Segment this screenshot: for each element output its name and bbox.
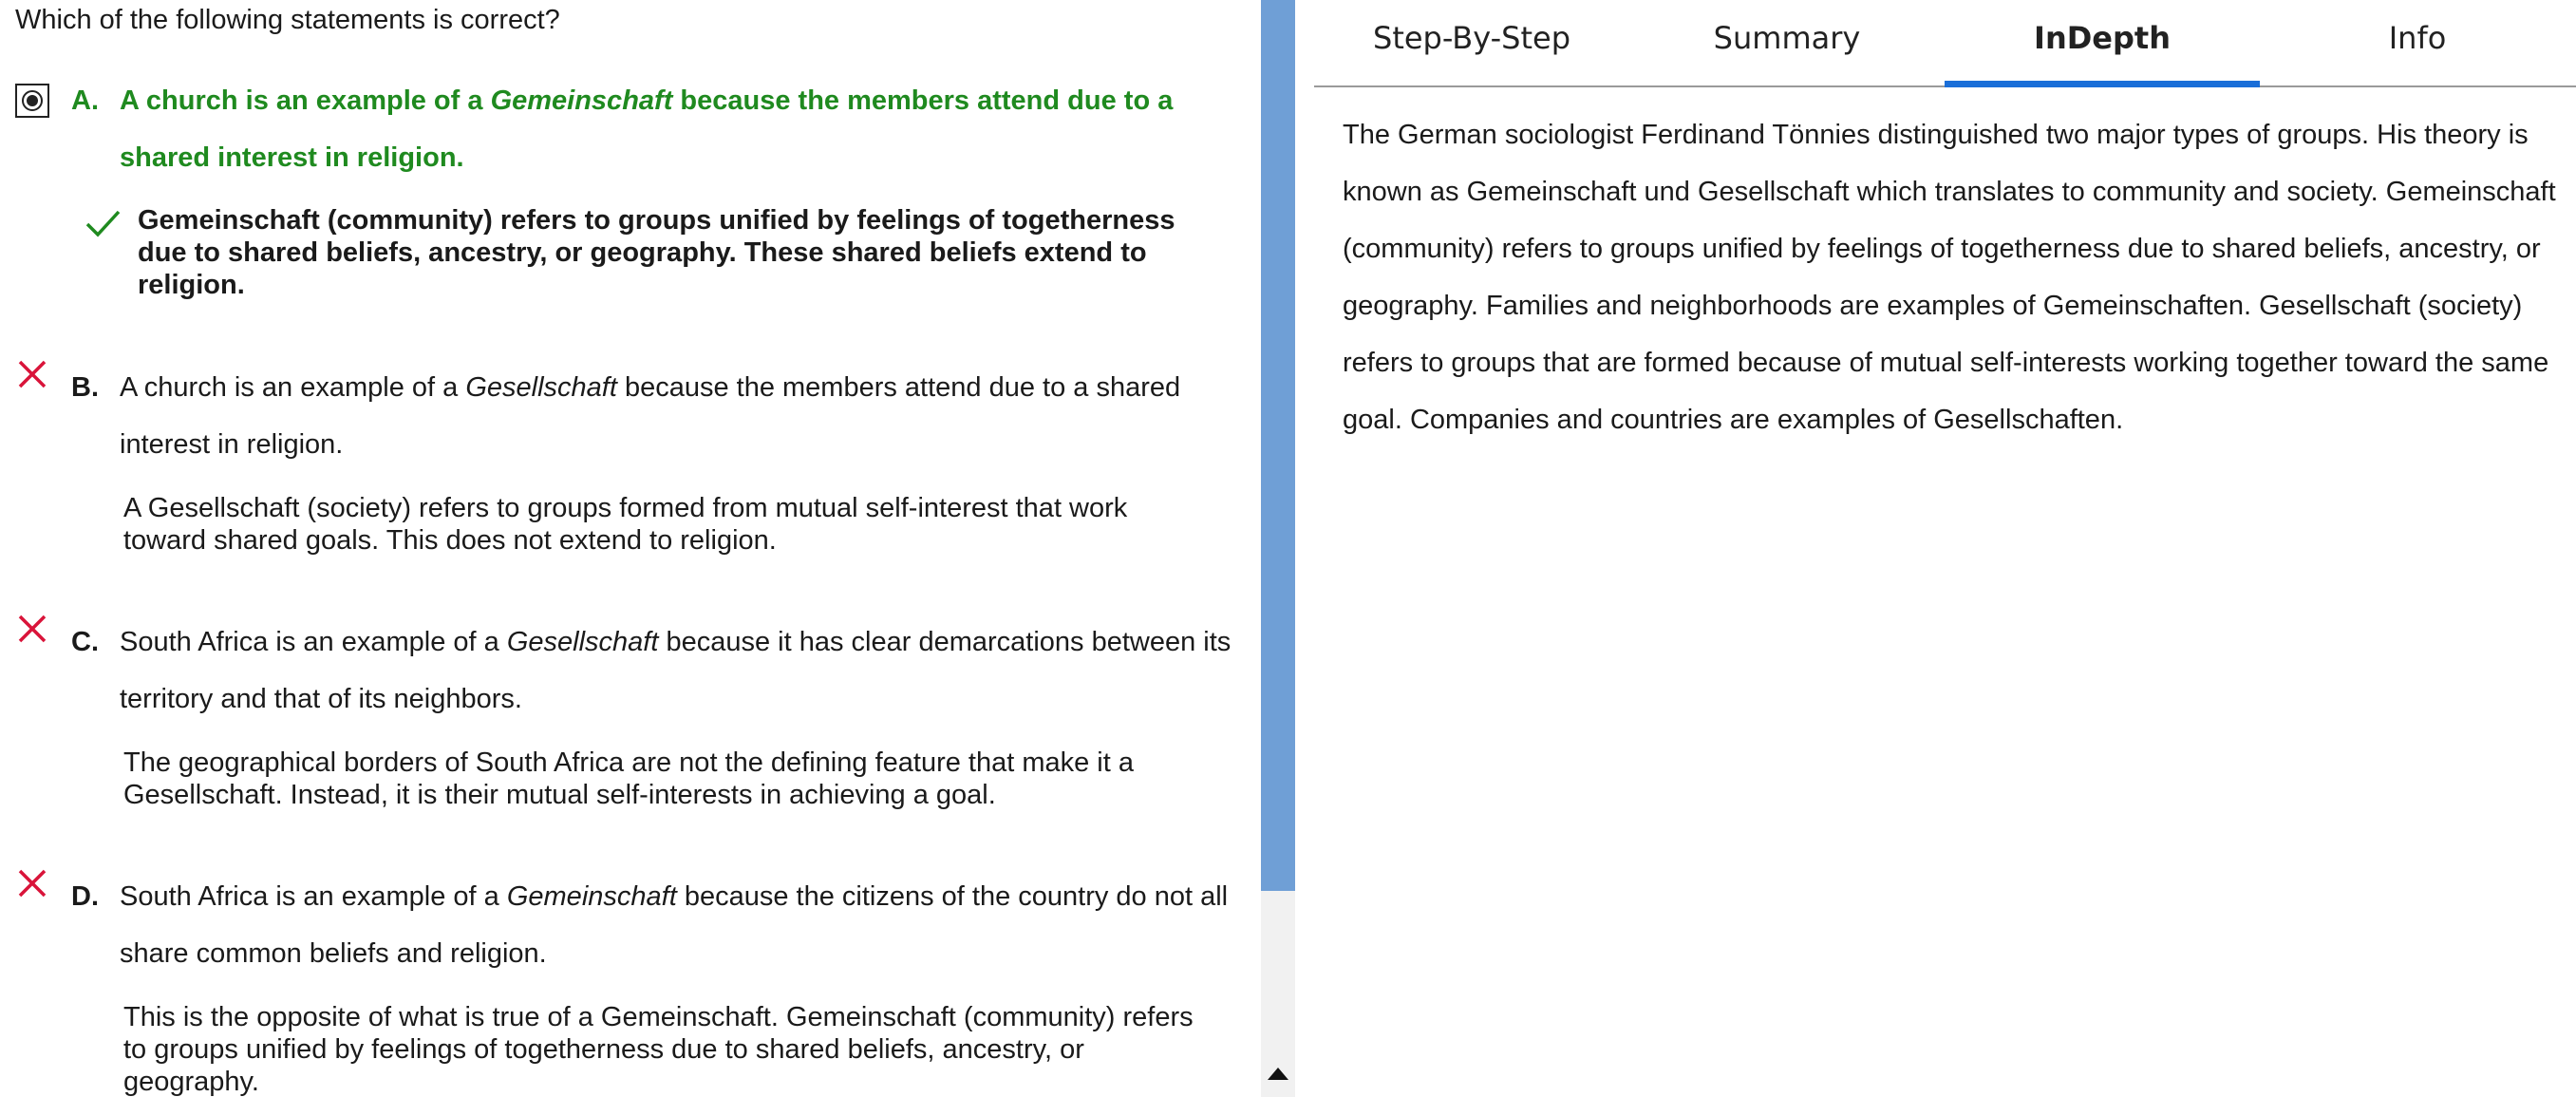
scroll-up-arrow-icon[interactable] bbox=[1261, 1056, 1295, 1090]
radio-selected-icon[interactable] bbox=[15, 84, 49, 118]
option-text: A church is an example of a Gemeinschaft because the members attend due to a shared interest in religion. bbox=[120, 85, 1174, 173]
option-text: South Africa is an example of a Gesellschaft because it has clear demarcations between its territory and that of its neighbors. bbox=[120, 627, 1232, 714]
option-feedback: A Gesellschaft (society) refers to groups formed from mutual self-interest that work toward shared goals. This does not extend to religion. bbox=[123, 493, 1128, 556]
option-letter: C. bbox=[71, 627, 99, 657]
tab-indepth[interactable]: InDepth bbox=[1945, 0, 2260, 85]
option-letter: A. bbox=[71, 85, 99, 116]
tab-summary[interactable]: Summary bbox=[1713, 20, 1861, 56]
indepth-explanation: The German sociologist Ferdinand Tönnies distinguished two major types of groups. His theory is known as Gemeinschaft und Gesellschaft which translates to community and society. Gemeinschaft (community) refers to groups unified by feelings of togetherness due to shared beliefs, ancestry, or geography. Families and neighborhoods are examples of Gemeinschaften. Gesellschaft (society) refers to groups that are formed because of mutual self-interests working together toward the same goal. Companies and countries are examples of Gesellschaften. bbox=[1343, 120, 2556, 435]
question-pane bbox=[0, 0, 1261, 1097]
explanation-panel bbox=[1314, 0, 2576, 1097]
x-mark-icon bbox=[17, 868, 47, 898]
checkmark-icon bbox=[84, 205, 122, 243]
option-text: South Africa is an example of a Gemeinschaft because the citizens of the country do not all share common beliefs and religion. bbox=[120, 881, 1229, 969]
tab-info[interactable]: Info bbox=[2388, 20, 2447, 56]
option-feedback: This is the opposite of what is true of a Gemeinschaft. Gemeinschaft (community) refers to groups unified by feelings of togetherness due to shared beliefs, ancestry, or geography. bbox=[123, 1002, 1194, 1097]
option-feedback: The geographical borders of South Africa are not the defining feature that make it a Gesellschaft. Instead, it is their mutual self-interests in achieving a goal. bbox=[123, 747, 1134, 810]
vertical-scrollbar[interactable] bbox=[1261, 0, 1295, 1097]
tab-bar bbox=[1314, 0, 2576, 87]
x-mark-icon bbox=[17, 614, 47, 644]
x-mark-icon bbox=[17, 359, 47, 389]
option-letter: B. bbox=[71, 372, 99, 403]
option-feedback: Gemeinschaft (community) refers to groups unified by feelings of togetherness due to shared beliefs, ancestry, or geography. These shared beliefs extend to religion. bbox=[138, 205, 1175, 300]
option-letter: D. bbox=[71, 881, 99, 912]
option-text: A church is an example of a Gesellschaft because the members attend due to a shared interest in religion. bbox=[120, 372, 1181, 460]
scrollbar-thumb[interactable] bbox=[1261, 0, 1295, 891]
tab-step-by-step[interactable]: Step-By-Step bbox=[1373, 20, 1570, 56]
question-prompt: Which of the following statements is correct? bbox=[15, 5, 560, 35]
